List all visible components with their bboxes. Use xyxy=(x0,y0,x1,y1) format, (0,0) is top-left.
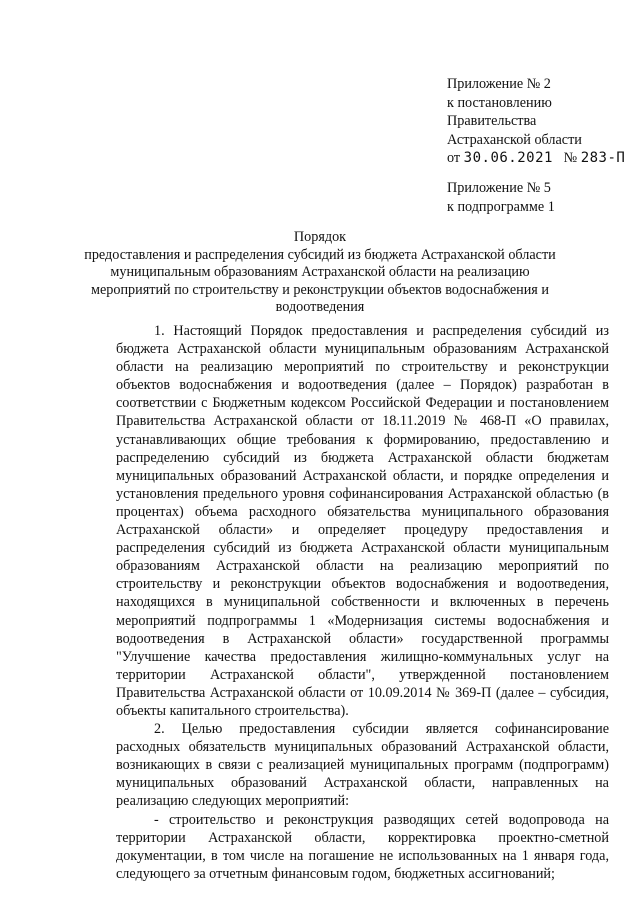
appendix-2-date-line xyxy=(447,149,625,168)
document-title xyxy=(80,229,560,317)
title-subtitle: предоставления и распределения субсидий из бюджета Астраханской области муниципальным образованиям Астраханской области на реализацию мероприятий по строительству и реконструкции объектов водоснабжения и водоотведения xyxy=(84,246,556,315)
date-prefix: от xyxy=(447,150,461,166)
appendix-2-block xyxy=(447,75,625,168)
appendix-2-line: к постановлению xyxy=(447,94,552,111)
title-heading: Порядок xyxy=(293,229,347,245)
appendix-5-block xyxy=(447,179,555,216)
appendix-2-line: Правительства xyxy=(447,113,537,129)
paragraph-2: 2. Целью предоставления субсидии является софинансирование расходных обязательств муниципальных образований Астраханской области, возникающих в связи с реализацией муниципальных программ (подпрограмм) муниципальных образований Астраханской области, направленных на реализацию следующих мероприятий: xyxy=(116,721,609,810)
appendix-2-line: Приложение № 2 xyxy=(447,76,551,92)
resolution-number: 283-П xyxy=(580,150,626,166)
resolution-date: 30.06.2021 xyxy=(463,150,553,166)
document-body xyxy=(116,322,609,883)
paragraph-1: 1. Настоящий Порядок предоставления и распределения субсидий из бюджета Астраханской области муниципальным образованиям Астраханской области на реализацию мероприятий по строительству и реконструкции объектов водоснабжения и водоотведения (далее – Порядок) разработан в соответствии с Бюджетным кодексом Российской Федерации и постановлением Правительства Астраханской области от 18.11.2019 № 468-П «О правилах, устанавливающих общие требования к формированию, предоставлению и распределению субсидий из бюджета Астраханской области бюджетам муниципальных образований Астраханской области, и порядке определения и установления предельного уровня софинансирования Астраханской областью (в процентах) объема расходного обязательства муниципального образования Астраханской области» и определяет процедуру предоставления и распределения субсидий из бюджета Астраханской области муниципальным образованиям Астраханской области на реализацию мероприятий по строительству и реконструкции объектов водоснабжения и водоотведения, находящихся в муниципальной собственности и включенных в перечень мероприятий подпрограммы 1 «Модернизация системы водоснабжения и водоотведения в Астраханской области» государственной программы "Улучшение качества предоставления жилищно-коммунальных услуг на территории Астраханской области", утвержденной постановлением Правительства Астраханской области от 10.09.2014 № 369-П (далее – субсидия, объекты капитального строительства). xyxy=(116,323,609,719)
appendix-5-line: Приложение № 5 xyxy=(447,180,551,196)
number-prefix: № xyxy=(563,150,578,166)
paragraph-3: - строительство и реконструкция разводящих сетей водопровода на территории Астраханской области, корректировка проектно-сметной документации, в том числе на погашение не использованных на 1 января года, следующего за отчетным финансовым годом, бюджетных ассигнований; xyxy=(116,811,609,882)
appendix-2-line: Астраханской области xyxy=(447,131,582,148)
appendix-5-line: к подпрограмме 1 xyxy=(447,198,555,215)
